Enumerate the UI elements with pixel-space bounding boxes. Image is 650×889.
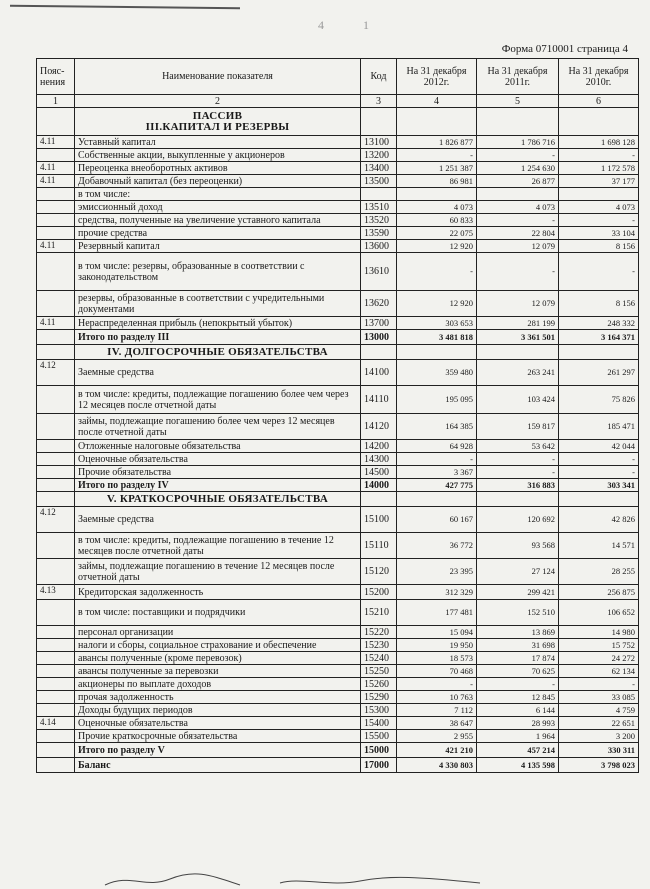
value-2010-cell: 1 172 578 <box>559 162 639 175</box>
value-2011-cell: 31 698 <box>477 639 559 652</box>
value-2012-cell: - <box>397 678 477 691</box>
value-2012-cell: 60 833 <box>397 214 477 227</box>
code-cell: 15250 <box>361 665 397 678</box>
index-cell: 6 <box>559 95 639 108</box>
value-2011-cell: 120 692 <box>477 507 559 533</box>
section-3-rows <box>37 136 639 345</box>
name-cell: средства, полученные на увеличение уставного капитала <box>75 214 361 227</box>
value-2012-cell: 359 480 <box>397 360 477 386</box>
value-2010-cell: 33 104 <box>559 227 639 240</box>
value-2010-cell: - <box>559 149 639 162</box>
value-2011-cell: 12 079 <box>477 240 559 253</box>
code-cell: 14000 <box>361 479 397 492</box>
code-cell: 15100 <box>361 507 397 533</box>
value-2011-cell: - <box>477 453 559 466</box>
value-2012-cell: 22 075 <box>397 227 477 240</box>
note-cell: 4.11 <box>37 175 75 188</box>
value-2012-cell: 3 367 <box>397 466 477 479</box>
value-2010-cell: 4 759 <box>559 704 639 717</box>
name-cell: Добавочный капитал (без переоценки) <box>75 175 361 188</box>
code-cell: 15240 <box>361 652 397 665</box>
table-row <box>37 330 639 345</box>
header-name: Наименование показателя <box>75 59 361 95</box>
name-cell: Уставный капитал <box>75 136 361 149</box>
short-term-title: V. КРАТКОСРОЧНЫЕ ОБЯЗАТЕЛЬСТВА <box>75 492 361 507</box>
table-row <box>37 717 639 730</box>
value-2012-cell <box>397 188 477 201</box>
value-2010-cell: 8 156 <box>559 240 639 253</box>
table-row <box>37 652 639 665</box>
table-row <box>37 240 639 253</box>
value-2010-cell: - <box>559 214 639 227</box>
value-2012-cell: 1 251 387 <box>397 162 477 175</box>
value-2010-cell: 14 571 <box>559 533 639 559</box>
code-cell: 13590 <box>361 227 397 240</box>
code-cell: 15210 <box>361 600 397 626</box>
value-2012-cell: 15 094 <box>397 626 477 639</box>
note-cell <box>37 665 75 678</box>
header-note: Пояс-нения <box>37 59 75 95</box>
header-code: Код <box>361 59 397 95</box>
signature-scribble <box>100 873 500 889</box>
name-cell: займы, подлежащие погашению в течение 12 месяцев после отчетной даты <box>75 559 361 585</box>
code-cell: 15120 <box>361 559 397 585</box>
index-cell: 2 <box>75 95 361 108</box>
value-2012-cell: 312 329 <box>397 585 477 600</box>
code-cell: 15220 <box>361 626 397 639</box>
table-row <box>37 386 639 414</box>
value-2010-cell: - <box>559 453 639 466</box>
note-cell <box>37 533 75 559</box>
table-row <box>37 691 639 704</box>
note-cell <box>37 691 75 704</box>
value-2010-cell: 42 044 <box>559 440 639 453</box>
code-cell: 15300 <box>361 704 397 717</box>
long-term-title: IV. ДОЛГОСРОЧНЫЕ ОБЯЗАТЕЛЬСТВА <box>75 345 361 360</box>
name-cell: Заемные средства <box>75 360 361 386</box>
value-2012-cell: 427 775 <box>397 479 477 492</box>
name-cell: Итого по разделу III <box>75 330 361 345</box>
note-cell <box>37 214 75 227</box>
value-2011-cell: 26 877 <box>477 175 559 188</box>
code-cell: 13600 <box>361 240 397 253</box>
name-cell: Нераспределенная прибыль (непокрытый убыток) <box>75 317 361 330</box>
value-2010-cell: 1 698 128 <box>559 136 639 149</box>
name-cell: в том числе: поставщики и подрядчики <box>75 600 361 626</box>
note-cell <box>37 652 75 665</box>
table-row <box>37 743 639 758</box>
name-cell: Резервный капитал <box>75 240 361 253</box>
value-2010-cell: 248 332 <box>559 317 639 330</box>
value-2011-cell: 457 214 <box>477 743 559 758</box>
note-cell: 4.12 <box>37 507 75 533</box>
value-2012-cell: 36 772 <box>397 533 477 559</box>
note-cell <box>37 330 75 345</box>
value-2011-cell: - <box>477 253 559 291</box>
value-2011-cell <box>477 188 559 201</box>
value-2012-cell: 64 928 <box>397 440 477 453</box>
table-row <box>37 360 639 386</box>
name-cell: авансы полученные за перевозки <box>75 665 361 678</box>
table-row <box>37 136 639 149</box>
name-cell: резервы, образованные в соответствии с учредительными документами <box>75 291 361 317</box>
note-cell: 4.11 <box>37 136 75 149</box>
code-cell: 14110 <box>361 386 397 414</box>
value-2011-cell: 152 510 <box>477 600 559 626</box>
value-2010-cell: 28 255 <box>559 559 639 585</box>
value-2011-cell: 27 124 <box>477 559 559 585</box>
value-2010-cell: 33 085 <box>559 691 639 704</box>
name-cell: Итого по разделу IV <box>75 479 361 492</box>
note-cell <box>37 466 75 479</box>
name-cell: Итого по разделу V <box>75 743 361 758</box>
note-cell <box>37 704 75 717</box>
name-cell: Прочие краткосрочные обязательства <box>75 730 361 743</box>
name-cell: в том числе: <box>75 188 361 201</box>
value-2011-cell: 28 993 <box>477 717 559 730</box>
index-row <box>37 95 639 108</box>
code-cell: 14300 <box>361 453 397 466</box>
table-row <box>37 253 639 291</box>
value-2011-cell: 4 073 <box>477 201 559 214</box>
value-2012-cell: 2 955 <box>397 730 477 743</box>
value-2010-cell: - <box>559 253 639 291</box>
table-row <box>37 175 639 188</box>
index-cell: 4 <box>397 95 477 108</box>
name-cell: акционеры по выплате доходов <box>75 678 361 691</box>
table-row <box>37 214 639 227</box>
section-title <box>75 108 361 136</box>
note-cell <box>37 201 75 214</box>
value-2012-cell: 164 385 <box>397 414 477 440</box>
note-cell: 4.13 <box>37 585 75 600</box>
value-2010-cell: - <box>559 678 639 691</box>
value-2010-cell: 261 297 <box>559 360 639 386</box>
value-2011-cell: 12 845 <box>477 691 559 704</box>
name-cell: Оценочные обязательства <box>75 453 361 466</box>
name-cell: займы, подлежащие погашению более чем через 12 месяцев после отчетной даты <box>75 414 361 440</box>
table-row <box>37 440 639 453</box>
header-2012: На 31 декабря 2012г. <box>397 59 477 95</box>
table-row <box>37 149 639 162</box>
header-2011: На 31 декабря 2011г. <box>477 59 559 95</box>
name-cell: прочие средства <box>75 227 361 240</box>
value-2010-cell: - <box>559 466 639 479</box>
note-cell <box>37 149 75 162</box>
section-row <box>37 492 639 507</box>
value-2010-cell: 15 752 <box>559 639 639 652</box>
name-cell: Оценочные обязательства <box>75 717 361 730</box>
note-cell <box>37 227 75 240</box>
value-2012-cell: 38 647 <box>397 717 477 730</box>
table-row <box>37 678 639 691</box>
note-cell: 4.14 <box>37 717 75 730</box>
value-2012-cell: 7 112 <box>397 704 477 717</box>
value-2010-cell: 185 471 <box>559 414 639 440</box>
code-cell: 13000 <box>361 330 397 345</box>
code-cell: 15290 <box>361 691 397 704</box>
value-2011-cell: 12 079 <box>477 291 559 317</box>
index-cell: 5 <box>477 95 559 108</box>
value-2012-cell: - <box>397 453 477 466</box>
value-2012-cell: 195 095 <box>397 386 477 414</box>
value-2011-cell: 299 421 <box>477 585 559 600</box>
table-row <box>37 291 639 317</box>
table-row <box>37 758 639 773</box>
code-cell: 13400 <box>361 162 397 175</box>
value-2010-cell: 106 652 <box>559 600 639 626</box>
code-cell: 13500 <box>361 175 397 188</box>
code-cell: 15400 <box>361 717 397 730</box>
name-cell: персонал организации <box>75 626 361 639</box>
value-2012-cell: 4 330 803 <box>397 758 477 773</box>
capital-title: III.КАПИТАЛ И РЕЗЕРВЫ <box>145 120 290 133</box>
table-row <box>37 414 639 440</box>
table-row <box>37 533 639 559</box>
table-row <box>37 466 639 479</box>
value-2012-cell: 70 468 <box>397 665 477 678</box>
name-cell: в том числе: резервы, образованные в соответствии с законодательством <box>75 253 361 291</box>
name-cell: в том числе: кредиты, подлежащие погашению в течение 12 месяцев после отчетной даты <box>75 533 361 559</box>
value-2012-cell: 4 073 <box>397 201 477 214</box>
table-row <box>37 507 639 533</box>
name-cell: авансы полученные (кроме перевозок) <box>75 652 361 665</box>
value-2011-cell: - <box>477 214 559 227</box>
value-2010-cell: 8 156 <box>559 291 639 317</box>
value-2012-cell: 3 481 818 <box>397 330 477 345</box>
table-row <box>37 559 639 585</box>
value-2012-cell: 19 950 <box>397 639 477 652</box>
name-cell: Отложенные налоговые обязательства <box>75 440 361 453</box>
value-2012-cell: 23 395 <box>397 559 477 585</box>
note-cell <box>37 386 75 414</box>
balance-liabilities-table <box>36 58 639 773</box>
value-2010-cell: 330 311 <box>559 743 639 758</box>
note-cell <box>37 626 75 639</box>
header-2010: На 31 декабря 2010г. <box>559 59 639 95</box>
value-2010-cell: 4 073 <box>559 201 639 214</box>
table-row <box>37 162 639 175</box>
value-2010-cell: 22 651 <box>559 717 639 730</box>
value-2010-cell: 256 875 <box>559 585 639 600</box>
note-cell <box>37 414 75 440</box>
value-2012-cell: - <box>397 253 477 291</box>
note-cell: 4.11 <box>37 317 75 330</box>
scan-edge-line <box>10 5 240 9</box>
section-row <box>37 108 639 136</box>
code-cell: 14200 <box>361 440 397 453</box>
value-2011-cell: 13 869 <box>477 626 559 639</box>
value-2011-cell: 17 874 <box>477 652 559 665</box>
value-2011-cell: 6 144 <box>477 704 559 717</box>
name-cell: Доходы будущих периодов <box>75 704 361 717</box>
table-row <box>37 626 639 639</box>
table-row <box>37 704 639 717</box>
table-row <box>37 665 639 678</box>
value-2011-cell: - <box>477 678 559 691</box>
value-2010-cell: 42 826 <box>559 507 639 533</box>
value-2012-cell: - <box>397 149 477 162</box>
name-cell: Переоценка внеоборотных активов <box>75 162 361 175</box>
value-2010-cell <box>559 188 639 201</box>
value-2012-cell: 18 573 <box>397 652 477 665</box>
name-cell: Собственные акции, выкупленные у акционеров <box>75 149 361 162</box>
name-cell: Кредиторская задолженность <box>75 585 361 600</box>
code-cell: 13510 <box>361 201 397 214</box>
value-2011-cell: 316 883 <box>477 479 559 492</box>
value-2011-cell: 159 817 <box>477 414 559 440</box>
note-cell <box>37 559 75 585</box>
note-cell <box>37 479 75 492</box>
name-cell: налоги и сборы, социальное страхование и обеспечение <box>75 639 361 652</box>
value-2012-cell: 86 981 <box>397 175 477 188</box>
code-cell: 13620 <box>361 291 397 317</box>
table-row <box>37 730 639 743</box>
value-2010-cell: 14 980 <box>559 626 639 639</box>
note-cell <box>37 291 75 317</box>
name-cell: Прочие обязательства <box>75 466 361 479</box>
value-2011-cell: 22 804 <box>477 227 559 240</box>
section-4-rows <box>37 360 639 492</box>
table-row <box>37 188 639 201</box>
code-cell: 15000 <box>361 743 397 758</box>
table-row <box>37 585 639 600</box>
value-2010-cell: 3 798 023 <box>559 758 639 773</box>
code-cell: 15260 <box>361 678 397 691</box>
name-cell: прочая задолженность <box>75 691 361 704</box>
note-cell: 4.11 <box>37 240 75 253</box>
code-cell: 15500 <box>361 730 397 743</box>
value-2011-cell: 53 642 <box>477 440 559 453</box>
value-2012-cell: 60 167 <box>397 507 477 533</box>
name-cell: эмиссионный доход <box>75 201 361 214</box>
value-2010-cell: 37 177 <box>559 175 639 188</box>
code-cell: 14500 <box>361 466 397 479</box>
table-row <box>37 201 639 214</box>
value-2011-cell: 263 241 <box>477 360 559 386</box>
section-5-rows <box>37 507 639 773</box>
code-cell <box>361 188 397 201</box>
section-row <box>37 345 639 360</box>
value-2011-cell: 3 361 501 <box>477 330 559 345</box>
name-cell: в том числе: кредиты, подлежащие погашению более чем через 12 месяцев после отчетной даты <box>75 386 361 414</box>
note-cell <box>37 440 75 453</box>
code-cell: 14120 <box>361 414 397 440</box>
table-row <box>37 227 639 240</box>
table-row <box>37 639 639 652</box>
note-cell <box>37 253 75 291</box>
scratch-marks: 4 1 <box>318 18 387 32</box>
code-cell: 13200 <box>361 149 397 162</box>
code-cell: 14100 <box>361 360 397 386</box>
form-label: Форма 0710001 страница 4 <box>501 43 628 55</box>
value-2012-cell: 421 210 <box>397 743 477 758</box>
value-2010-cell: 3 200 <box>559 730 639 743</box>
code-cell: 13700 <box>361 317 397 330</box>
passive-title: ПАССИВ <box>192 109 243 122</box>
value-2012-cell: 1 826 877 <box>397 136 477 149</box>
note-cell: 4.11 <box>37 162 75 175</box>
value-2010-cell: 75 826 <box>559 386 639 414</box>
table-row <box>37 317 639 330</box>
value-2011-cell: 1 964 <box>477 730 559 743</box>
value-2011-cell: 1 254 630 <box>477 162 559 175</box>
index-cell: 1 <box>37 95 75 108</box>
value-2012-cell: 303 653 <box>397 317 477 330</box>
value-2010-cell: 303 341 <box>559 479 639 492</box>
code-cell: 15200 <box>361 585 397 600</box>
value-2010-cell: 24 272 <box>559 652 639 665</box>
table-row <box>37 600 639 626</box>
table-row <box>37 453 639 466</box>
header-row <box>37 59 639 95</box>
value-2011-cell: 1 786 716 <box>477 136 559 149</box>
table-row <box>37 479 639 492</box>
code-cell: 13100 <box>361 136 397 149</box>
value-2010-cell: 3 164 371 <box>559 330 639 345</box>
code-cell: 13520 <box>361 214 397 227</box>
value-2011-cell: 4 135 598 <box>477 758 559 773</box>
value-2011-cell: 93 568 <box>477 533 559 559</box>
note-cell <box>37 188 75 201</box>
note-cell: 4.12 <box>37 360 75 386</box>
name-cell: Заемные средства <box>75 507 361 533</box>
note-cell <box>37 758 75 773</box>
value-2012-cell: 12 920 <box>397 240 477 253</box>
value-2012-cell: 12 920 <box>397 291 477 317</box>
code-cell: 13610 <box>361 253 397 291</box>
note-cell <box>37 743 75 758</box>
code-cell: 17000 <box>361 758 397 773</box>
note-cell <box>37 639 75 652</box>
note-cell <box>37 678 75 691</box>
value-2011-cell: - <box>477 466 559 479</box>
index-cell: 3 <box>361 95 397 108</box>
value-2010-cell: 62 134 <box>559 665 639 678</box>
value-2011-cell: 70 625 <box>477 665 559 678</box>
code-cell: 15110 <box>361 533 397 559</box>
value-2012-cell: 10 763 <box>397 691 477 704</box>
value-2011-cell: 103 424 <box>477 386 559 414</box>
note-cell <box>37 730 75 743</box>
note-cell <box>37 453 75 466</box>
value-2011-cell: - <box>477 149 559 162</box>
name-cell: Баланс <box>75 758 361 773</box>
value-2012-cell: 177 481 <box>397 600 477 626</box>
value-2011-cell: 281 199 <box>477 317 559 330</box>
note-cell <box>37 600 75 626</box>
code-cell: 15230 <box>361 639 397 652</box>
